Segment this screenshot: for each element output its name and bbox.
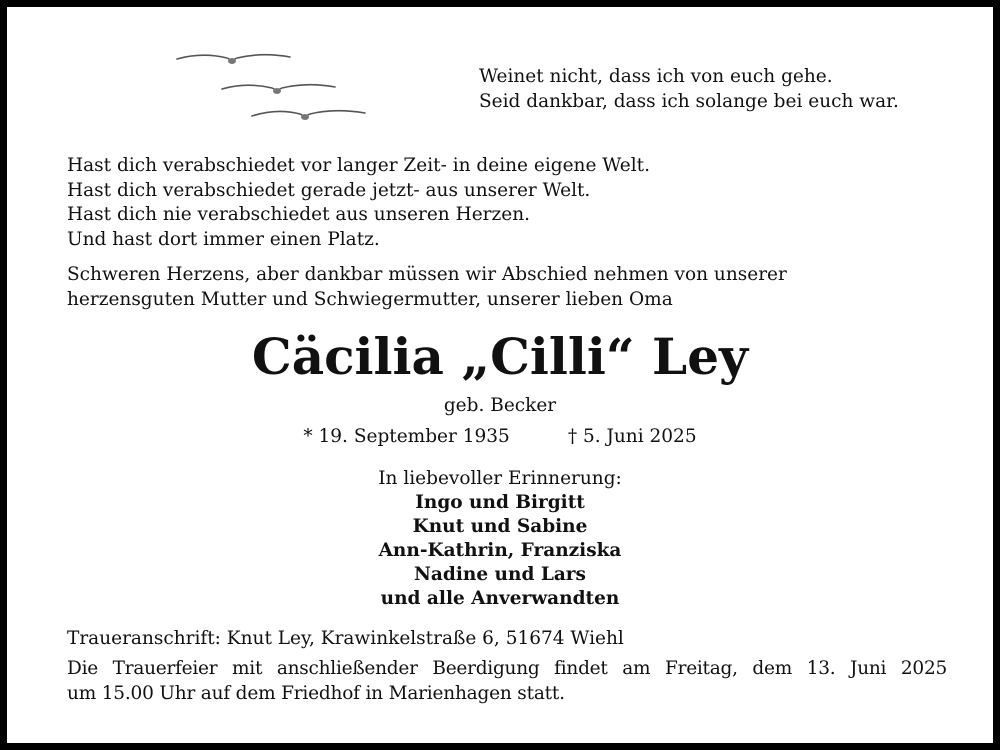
life-dates — [7, 425, 993, 449]
intro-line: Schweren Herzens, aber dankbar müssen wir Abschied nehmen von unserer — [67, 264, 787, 285]
birth-date: * 19. September 1935 — [303, 426, 510, 447]
poem-line: Hast dich nie verabschiedet aus unseren Herzen. — [67, 204, 530, 225]
intro-text — [67, 263, 787, 312]
mourners-list — [7, 491, 993, 611]
memory-heading: In liebevoller Erinnerung: — [378, 468, 622, 489]
birds-icon — [172, 49, 372, 129]
intro-line: herzensguten Mutter und Schwiegermutter, unserer lieben Oma — [67, 288, 673, 310]
mourning-address: Traueranschrift: Knut Ley, Krawinkelstraße 6, 51674 Wiehl — [67, 628, 624, 649]
mourner-name: Knut und Sabine — [412, 516, 588, 537]
mourner-name: Ingo und Birgitt — [415, 492, 585, 513]
ceremony-info — [67, 656, 947, 706]
poem-line: Und hast dort immer einen Platz. — [67, 228, 380, 250]
mourner-name: und alle Anverwandten — [380, 588, 620, 609]
mourner-name: Nadine und Lars — [414, 564, 586, 585]
poem-line: Hast dich verabschiedet vor langer Zeit- in deine eigene Welt. — [67, 155, 650, 176]
quote-line: Weinet nicht, dass ich von euch gehe. — [479, 66, 833, 87]
quote-line: Seid dankbar, dass ich solange bei euch war. — [479, 91, 899, 112]
ceremony-line: Die Trauerfeier mit anschließender Beerdigung findet am Freitag, dem 13. Juni 2025 — [67, 658, 947, 679]
deceased-name: Cäcilia „Cilli“ Ley — [251, 327, 749, 386]
quote — [479, 64, 899, 114]
maiden-name: geb. Becker — [443, 395, 557, 416]
poem — [67, 154, 650, 252]
ceremony-line: um 15.00 Uhr auf dem Friedhof in Marienhagen statt. — [67, 683, 565, 704]
death-date: † 5. Juni 2025 — [567, 426, 697, 447]
mourner-name: Ann-Kathrin, Franziska — [378, 540, 622, 561]
poem-line: Hast dich verabschiedet gerade jetzt- aus unserer Welt. — [67, 179, 591, 201]
